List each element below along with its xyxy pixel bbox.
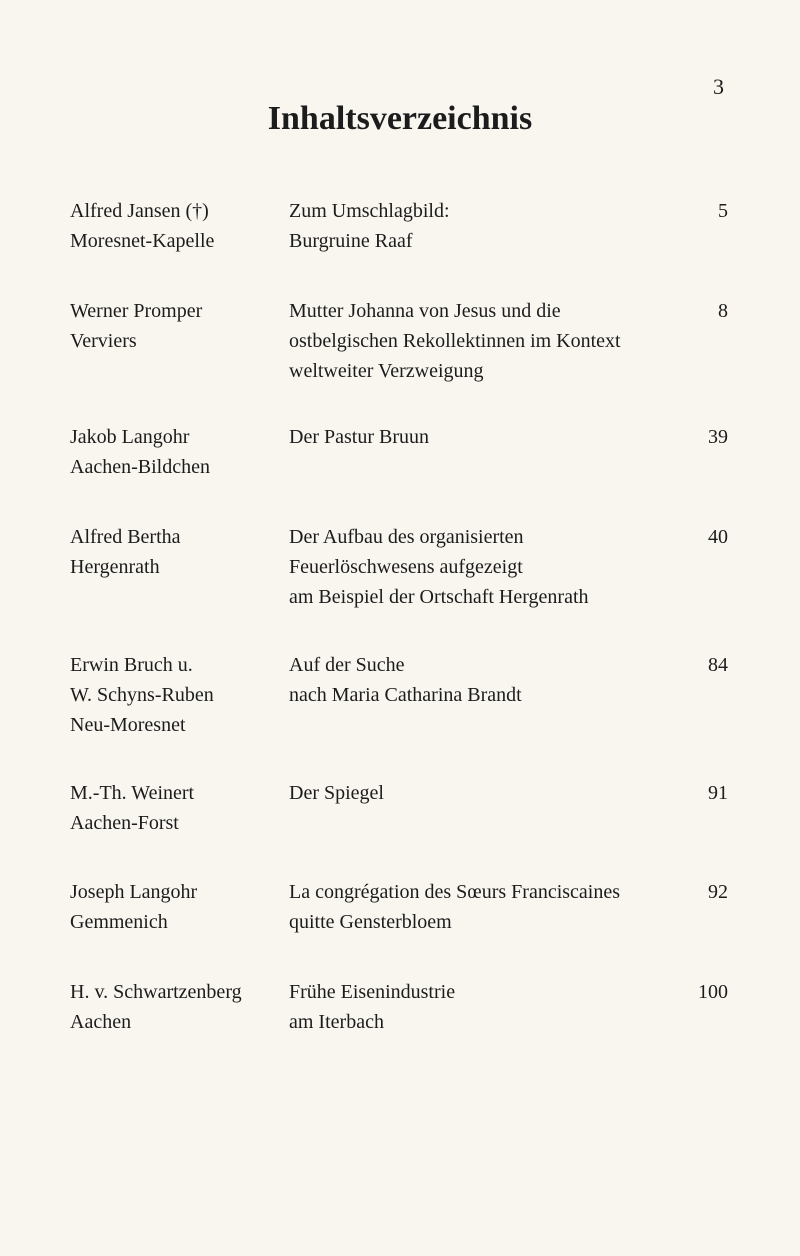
toc-entry-page: 40 bbox=[708, 526, 728, 548]
title-line: Der Pastur Bruun bbox=[289, 426, 429, 448]
author-line: Werner Promper bbox=[70, 300, 203, 322]
author-line: Alfred Bertha bbox=[70, 526, 181, 548]
author-line: H. v. Schwartzenberg bbox=[70, 981, 242, 1003]
toc-entry-page: 8 bbox=[718, 300, 728, 322]
toc-entry-title bbox=[289, 778, 689, 808]
title-line: am Beispiel der Ortschaft Hergenrath bbox=[289, 586, 589, 608]
toc-entry-author bbox=[70, 977, 280, 1037]
title-line: Feuerlöschwesens aufgezeigt bbox=[289, 556, 523, 578]
page-title: Inhaltsverzeichnis bbox=[267, 100, 533, 137]
toc-entry-title bbox=[289, 977, 689, 1037]
toc-entry-author bbox=[70, 522, 280, 582]
toc-entry-author bbox=[70, 877, 280, 937]
toc-entry-page: 84 bbox=[708, 654, 728, 676]
toc-entry-author bbox=[70, 196, 280, 256]
toc-entry-title bbox=[289, 422, 689, 452]
author-line: Aachen bbox=[70, 1011, 132, 1033]
toc-entry-author bbox=[70, 650, 280, 740]
author-line: Jakob Langohr bbox=[70, 426, 190, 448]
author-line: Aachen-Bildchen bbox=[70, 456, 210, 478]
author-line: W. Schyns-Ruben bbox=[70, 684, 214, 706]
title-line: nach Maria Catharina Brandt bbox=[289, 684, 522, 706]
toc-entry-author bbox=[70, 296, 280, 356]
toc-entry-page: 92 bbox=[708, 881, 728, 903]
toc-entry-title bbox=[289, 650, 689, 710]
toc-entry-title bbox=[289, 522, 689, 612]
author-line: Neu-Moresnet bbox=[70, 714, 186, 736]
toc-entry-page: 91 bbox=[708, 782, 728, 804]
author-line: M.-Th. Weinert bbox=[70, 782, 195, 804]
title-line: La congrégation des Sœurs Franciscaines bbox=[289, 881, 621, 903]
title-line: ostbelgischen Rekollektinnen im Kontext bbox=[289, 330, 621, 352]
toc-entry-page: 100 bbox=[698, 981, 728, 1003]
author-line: Gemmenich bbox=[70, 911, 168, 933]
author-line: Aachen-Forst bbox=[70, 812, 179, 834]
title-line: weltweiter Verzweigung bbox=[289, 360, 484, 382]
author-line: Joseph Langohr bbox=[70, 881, 198, 903]
title-line: Der Spiegel bbox=[289, 782, 384, 804]
toc-entry-page: 39 bbox=[708, 426, 728, 448]
author-line: Verviers bbox=[70, 330, 137, 352]
title-line: Der Aufbau des organisierten bbox=[289, 526, 524, 548]
author-line: Hergenrath bbox=[70, 556, 160, 578]
author-line: Erwin Bruch u. bbox=[70, 654, 193, 676]
toc-entry-author bbox=[70, 422, 280, 482]
toc-entry-title bbox=[289, 196, 689, 256]
title-line: Burgruine Raaf bbox=[289, 230, 413, 252]
toc-entry-page: 5 bbox=[718, 200, 728, 222]
title-line: Frühe Eisenindustrie bbox=[289, 981, 456, 1003]
title-line: am Iterbach bbox=[289, 1011, 384, 1033]
author-line: Alfred Jansen (†) bbox=[70, 200, 209, 222]
title-line: Zum Umschlagbild: bbox=[289, 200, 450, 222]
author-line: Moresnet-Kapelle bbox=[70, 230, 215, 252]
toc-entry-title bbox=[289, 877, 689, 937]
title-line: Auf der Suche bbox=[289, 654, 405, 676]
title-line: quitte Gensterbloem bbox=[289, 911, 452, 933]
page-number: 3 bbox=[713, 74, 724, 99]
toc-entry-title bbox=[289, 296, 689, 386]
title-line: Mutter Johanna von Jesus und die bbox=[289, 300, 561, 322]
toc-entry-author bbox=[70, 778, 280, 838]
